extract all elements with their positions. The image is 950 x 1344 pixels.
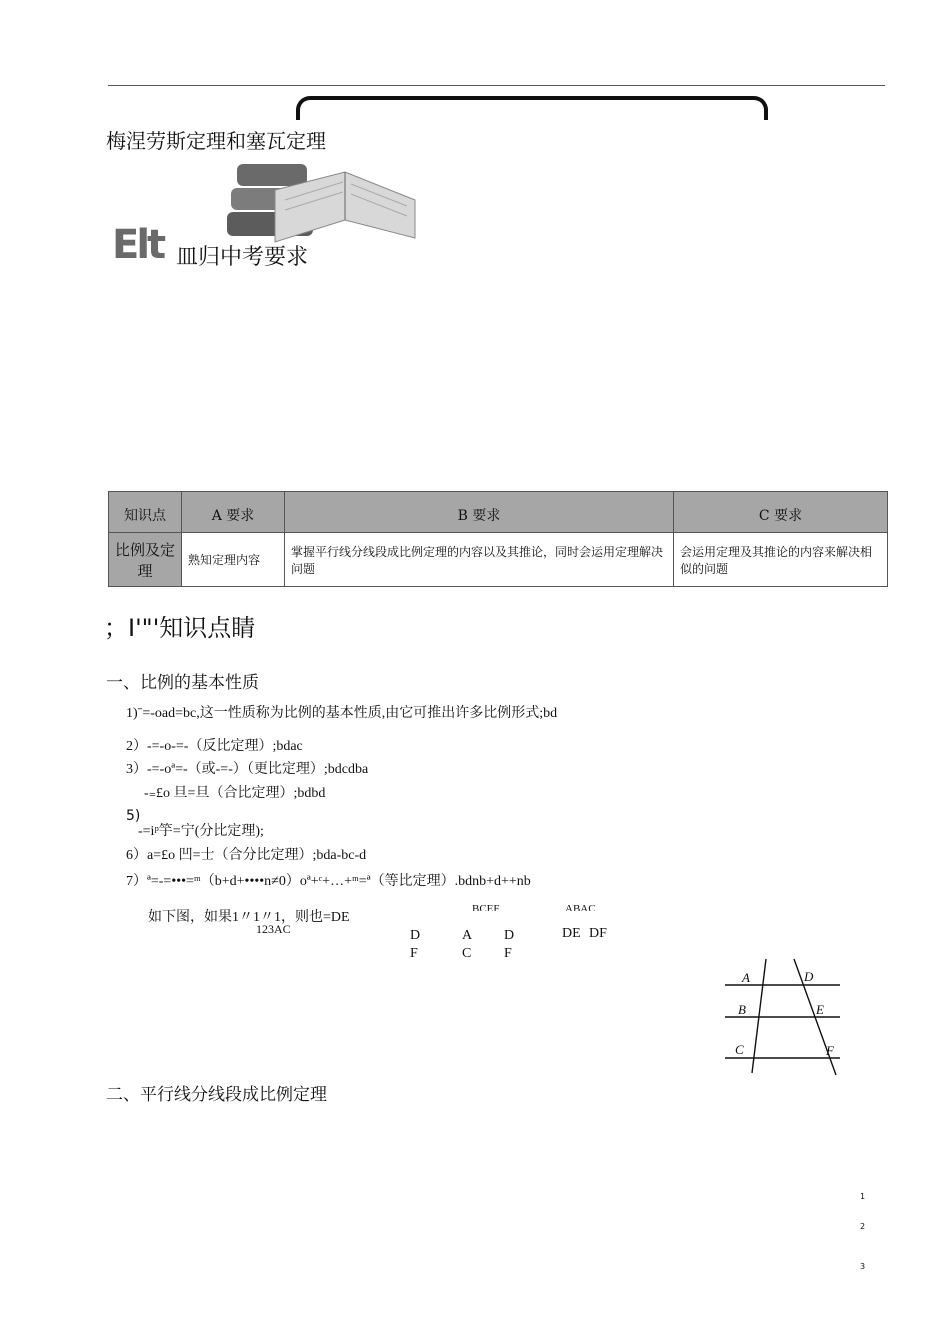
header-rule (108, 85, 885, 86)
frac-bottom-4: DE (562, 926, 581, 941)
table-header-c: C 要求 (674, 492, 888, 533)
table-cell-c: 会运用定理及其推论的内容来解决相似的问题 (674, 533, 888, 587)
header-banner (296, 96, 768, 120)
item-2: 2）-=-o-=-（反比定理）;bdac (126, 739, 303, 754)
margin-mark-3: 3 (860, 1262, 866, 1271)
item-1: 1)ˉ=-oad=bc,这一性质称为比例的基本性质,由它可推出许多比例形式;bd (126, 706, 558, 721)
table-cell-b: 掌握平行线分线段成比例定理的内容以及其推论，同时会运用定理解决问题 (285, 533, 674, 587)
page-title: 梅涅劳斯定理和塞瓦定理 (106, 129, 326, 153)
fig-label-c: C (735, 1042, 744, 1057)
parallel-lines-figure (722, 955, 844, 1080)
margin-mark-2: 2 (860, 1222, 866, 1231)
item-7: 7）ª=-=•••=ᵐ（b+d+••••n≠0）oª+ᶜ+…+ᵐ=ª（等比定理）.bdnb+d++nb (126, 874, 531, 889)
item-6: 6）a=£o 凹=士（合分比定理）;bda-bc-d (126, 848, 367, 863)
example-line: 如下图，如果1〃1〃1，则也=DE (148, 910, 350, 925)
table-header-b: B 要求 (285, 492, 674, 533)
section1-heading: 皿归中考要求 (176, 245, 309, 270)
fig-label-b: B (738, 1002, 746, 1017)
frac-bottom-6: F (410, 946, 418, 961)
frac-bottom-7: C (462, 946, 472, 961)
item-5-label: 5) (126, 808, 141, 824)
table-header-a: A 要求 (182, 492, 285, 533)
table-header-topic: 知识点 (109, 492, 182, 533)
example-sub: 123AC (256, 922, 291, 936)
item-5: -=iᵖ竽=宁(分比定理); (138, 824, 264, 839)
frac-top-1: BCEF (472, 903, 500, 911)
fig-label-a: A (742, 970, 750, 985)
books-illustration (225, 160, 420, 250)
frac-bottom-2: A (462, 928, 473, 943)
table-cell-topic: 比例及定理 (109, 533, 182, 587)
fig-label-e: E (816, 1002, 824, 1017)
fig-label-d: D (804, 969, 814, 984)
item-3: 3）-=-oª=-（或-=-）（更比定理）;bdcdba (126, 762, 369, 777)
frac-bottom-5: DF (589, 926, 607, 941)
fig-label-f: F (826, 1043, 834, 1058)
section2-heading: ；I'"'知识点睛 (104, 614, 256, 642)
requirements-table (108, 491, 888, 587)
item-4: -₌£o 旦=旦（合比定理）;bdbd (144, 786, 326, 801)
part1-heading: 一、比例的基本性质 (106, 673, 259, 693)
frac-bottom-3: D (504, 928, 515, 943)
margin-mark-1: 1 (860, 1192, 866, 1201)
frac-bottom-1: D (410, 928, 421, 943)
frac-top-2: ABAC (565, 903, 596, 911)
section-logo: Elt (112, 222, 164, 268)
part2-heading: 二、平行线分线段成比例定理 (106, 1085, 327, 1105)
table-cell-a: 熟知定理内容 (182, 533, 285, 587)
frac-bottom-8: F (504, 946, 512, 961)
